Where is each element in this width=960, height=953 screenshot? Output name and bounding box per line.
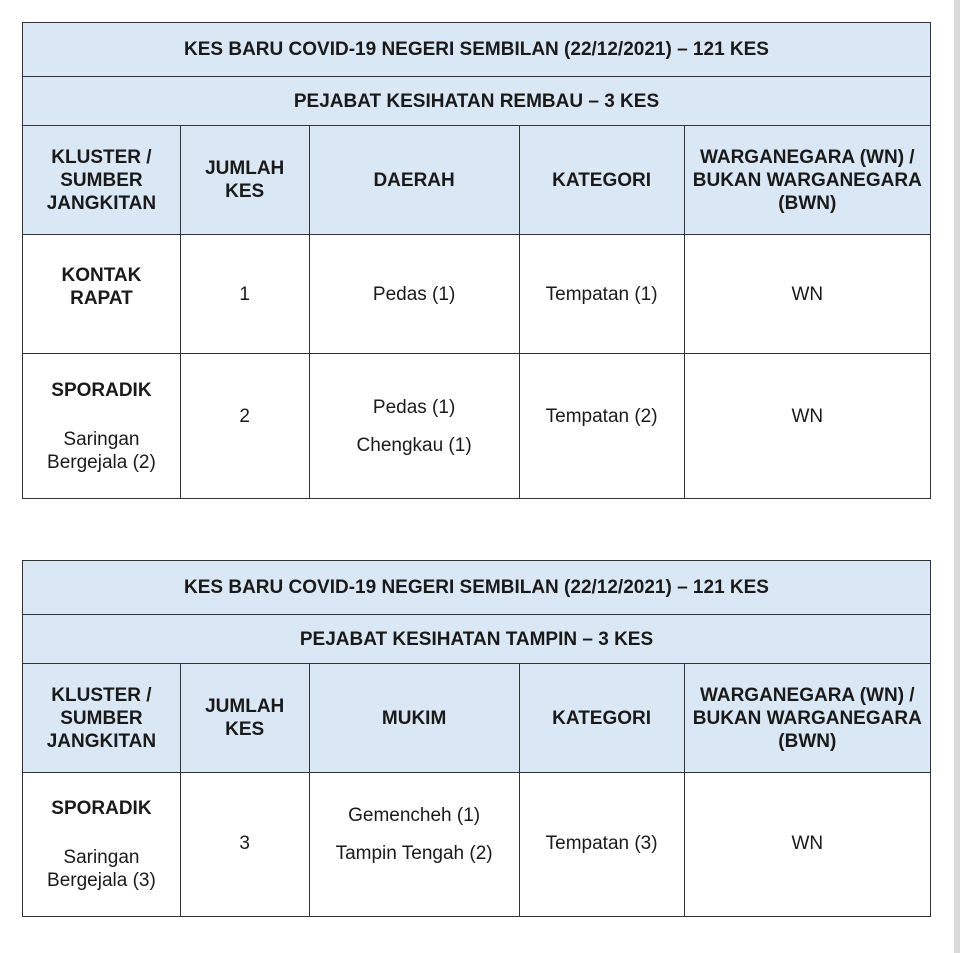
- table-title: KES BARU COVID-19 NEGERI SEMBILAN (22/12/2021) – 121 KES: [23, 23, 931, 77]
- count-cell: [180, 354, 309, 499]
- count-value: 3: [239, 833, 250, 854]
- header-cluster: KLUSTER / SUMBER JANGKITAN: [23, 664, 181, 773]
- header-citizenship: WARGANEGARA (WN) / BUKAN WARGANEGARA (BWN): [684, 126, 930, 235]
- citizenship-value: WN: [791, 405, 824, 427]
- cluster-detail: Saringan Bergejala (3): [47, 847, 156, 891]
- table-subtitle: PEJABAT KESIHATAN REMBAU – 3 KES: [23, 77, 931, 126]
- header-cluster: KLUSTER / SUMBER JANGKITAN: [23, 126, 181, 235]
- cluster-name: SPORADIK: [51, 798, 152, 819]
- table-title: KES BARU COVID-19 NEGERI SEMBILAN (22/12/2021) – 121 KES: [23, 561, 931, 615]
- location-item: Pedas (1): [372, 396, 456, 418]
- cluster-detail: Saringan Bergejala (2): [47, 428, 156, 473]
- header-category: KATEGORI: [519, 664, 684, 773]
- category-value: Tempatan (2): [545, 405, 658, 427]
- category-cell: [519, 773, 684, 917]
- header-count: JUMLAH KES: [180, 126, 309, 235]
- location-item: Tampin Tengah (2): [335, 843, 493, 864]
- location-cell: [309, 773, 519, 917]
- location-item: Gemencheh (1): [348, 805, 481, 826]
- location-item: Chengkau (1): [356, 434, 472, 456]
- location-cell: [309, 354, 519, 499]
- cluster-cell: [23, 354, 181, 499]
- rembau-cases-table: [22, 22, 931, 499]
- cluster-name: SPORADIK: [51, 379, 152, 401]
- location-item: Pedas (1): [372, 283, 456, 305]
- citizenship-cell: WN: [684, 235, 930, 354]
- citizenship-cell: [684, 773, 930, 917]
- table-row: [23, 773, 931, 917]
- header-category: KATEGORI: [519, 126, 684, 235]
- cluster-cell: [23, 235, 181, 354]
- citizenship-cell: [684, 354, 930, 499]
- cluster-name: KONTAK RAPAT: [61, 265, 142, 309]
- count-value: 2: [239, 405, 250, 427]
- header-subdistrict: MUKIM: [309, 664, 519, 773]
- table-row: [23, 354, 931, 499]
- count-cell: 1: [180, 235, 309, 354]
- category-cell: [519, 354, 684, 499]
- category-cell: Tempatan (1): [519, 235, 684, 354]
- tampin-cases-table: [22, 560, 931, 917]
- cluster-cell: [23, 773, 181, 917]
- header-count: JUMLAH KES: [180, 664, 309, 773]
- table-subtitle: PEJABAT KESIHATAN TAMPIN – 3 KES: [23, 615, 931, 664]
- header-district: DAERAH: [309, 126, 519, 235]
- category-value: Tempatan (3): [545, 833, 658, 854]
- count-cell: [180, 773, 309, 917]
- table-row: [23, 235, 931, 354]
- header-citizenship: WARGANEGARA (WN) / BUKAN WARGANEGARA (BWN): [684, 664, 930, 773]
- citizenship-value: WN: [791, 833, 824, 854]
- page-edge: [954, 0, 960, 953]
- location-cell: [309, 235, 519, 354]
